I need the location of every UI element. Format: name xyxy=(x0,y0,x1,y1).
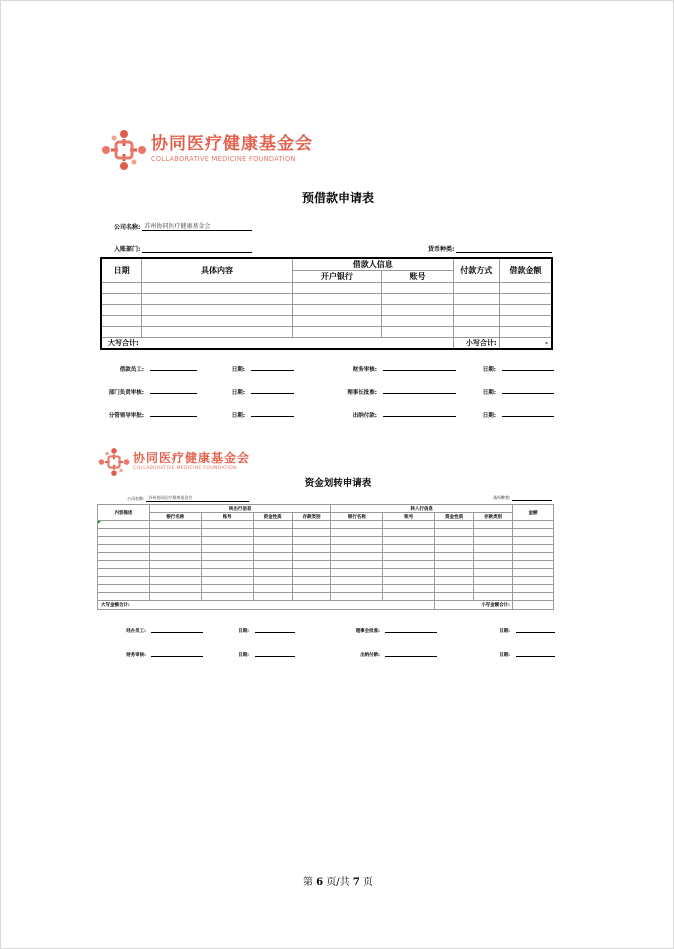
form2-header-in-bank: 转入行信息 xyxy=(331,505,513,513)
form1-currency-field xyxy=(428,244,552,253)
signature-line[interactable] xyxy=(514,628,555,633)
form2-total-upper: 大写金额合计: xyxy=(98,601,435,610)
signature-field: 日期: xyxy=(231,390,245,396)
form1-header-borrower-info: 借款人信息 xyxy=(292,258,453,271)
signature-field: 财务审核: xyxy=(352,367,377,373)
signature-field: 部门负责审核: xyxy=(108,390,144,396)
form1-company-label: 公司名称: xyxy=(114,224,141,231)
signature-line[interactable] xyxy=(500,411,554,417)
signature-line[interactable] xyxy=(514,652,555,657)
form2-company-line[interactable] xyxy=(146,495,249,502)
signature-line[interactable] xyxy=(381,365,456,371)
signature-line[interactable] xyxy=(381,388,456,394)
foundation-logo-icon xyxy=(98,447,130,477)
form2-total-row xyxy=(98,601,554,610)
form1-table xyxy=(100,257,553,350)
form1-title: 预借款申请表 xyxy=(301,191,374,205)
form2-total-lower-value[interactable] xyxy=(513,601,554,610)
form1-total-lower-value[interactable]: - xyxy=(499,338,552,350)
table-row xyxy=(98,545,554,553)
table-row xyxy=(98,569,554,577)
form2-company-field xyxy=(127,495,249,502)
form2-header-out-fund-source: 资金性质 xyxy=(253,513,292,521)
form2-currency-field xyxy=(493,495,552,501)
page-number-footer: 第 6 页/共 7 页 xyxy=(302,877,374,888)
form1-header-amount: 借款金额 xyxy=(499,258,552,283)
signature-field: 出纳付款: xyxy=(360,653,380,658)
table-row xyxy=(101,294,552,305)
signature-line[interactable] xyxy=(249,388,294,394)
signature-field: 日期: xyxy=(482,390,496,396)
table-row xyxy=(101,305,552,316)
table-row xyxy=(101,283,552,294)
form1-dept-label: 入账部门: xyxy=(114,246,141,253)
table-row xyxy=(101,316,552,327)
table-row xyxy=(98,553,554,561)
signature-field: 日期: xyxy=(499,629,510,634)
form2-header-in-bank-name: 银行名称 xyxy=(331,513,383,521)
form2-header-desc: 内容描述 xyxy=(98,505,150,521)
signature-line[interactable] xyxy=(149,628,203,633)
form2-table xyxy=(97,504,554,610)
form1-header-method: 付款方式 xyxy=(453,258,499,283)
signature-line[interactable] xyxy=(253,628,295,633)
form1-currency-line[interactable] xyxy=(456,246,552,253)
form1-company-value: 苏州协同医疗健康基金会 xyxy=(144,223,211,230)
form2-currency-label: 货币种类: xyxy=(493,495,511,500)
signature-line[interactable] xyxy=(253,652,295,657)
form2-header-in-fund-source: 资金性质 xyxy=(435,513,474,521)
total-page-number: 7 xyxy=(352,877,360,888)
signature-field: 日期: xyxy=(231,413,245,419)
signature-field: 日期: xyxy=(238,653,249,658)
foundation-logo xyxy=(101,129,313,171)
form1-header-date: 日期 xyxy=(101,258,142,283)
signature-field: 经办员工: xyxy=(126,629,146,634)
table-row xyxy=(98,585,554,593)
signature-field: 日期: xyxy=(499,653,510,658)
signature-field: 借款员工: xyxy=(119,367,144,373)
signature-field: 日期: xyxy=(231,367,245,373)
signature-line[interactable] xyxy=(249,411,294,417)
signature-field: 出纳付款: xyxy=(352,413,377,419)
signature-line[interactable] xyxy=(149,652,203,657)
signature-line[interactable] xyxy=(148,411,197,417)
form1-header-account: 账号 xyxy=(382,271,454,283)
signature-line[interactable] xyxy=(381,411,456,417)
form1-header-content: 具体内容 xyxy=(142,258,292,283)
form2-header-out-deposit-type: 存款类别 xyxy=(292,513,331,521)
form2-header-in-account: 账号 xyxy=(383,513,435,521)
form2-header-amount: 金额 xyxy=(513,505,554,521)
form1-dept-line[interactable] xyxy=(142,246,252,253)
table-row xyxy=(98,521,554,529)
signature-line[interactable] xyxy=(500,365,554,371)
form1-company-field xyxy=(114,221,252,231)
form2-header-out-bank-name: 银行名称 xyxy=(149,513,201,521)
form1-total-row xyxy=(101,338,552,350)
logo-chinese-text: 协同医疗健康基金会 xyxy=(151,134,313,155)
table-row xyxy=(98,529,554,537)
signature-field: 理事长批准: xyxy=(347,390,377,396)
form1-total-upper: 大写合计: xyxy=(101,338,453,350)
signature-field: 日期: xyxy=(238,629,249,634)
table-row xyxy=(98,537,554,545)
signature-line[interactable] xyxy=(500,388,554,394)
form1-company-line[interactable] xyxy=(142,221,252,231)
signature-line[interactable] xyxy=(148,365,197,371)
logo-chinese-text: 协同医疗健康基金会 xyxy=(133,451,251,466)
form2-company-value: 苏州协同医疗健康基金会 xyxy=(148,495,193,500)
signature-field: 分管领导审批: xyxy=(108,413,144,419)
signature-field: 日期: xyxy=(482,367,496,373)
signature-field: 日期: xyxy=(482,413,496,419)
cell-marker-icon xyxy=(98,521,101,524)
form2-header-in-deposit-type: 存款类别 xyxy=(474,513,513,521)
form1-total-lower-label: 小写合计: xyxy=(453,338,499,350)
form2-total-lower-label: 小写金额合计: xyxy=(435,601,513,610)
form1-currency-label: 货币种类: xyxy=(428,246,455,253)
signature-field: 财务审核: xyxy=(126,653,146,658)
table-row xyxy=(98,577,554,585)
signature-field: 理事会批准: xyxy=(355,629,380,634)
table-row xyxy=(101,327,552,338)
current-page-number: 6 xyxy=(316,877,324,888)
form2-header-out-bank: 转出行信息 xyxy=(149,505,331,513)
logo-english-text: COLLABORATIVE MEDICINE FOUNDATION xyxy=(133,466,237,472)
form2-currency-line[interactable] xyxy=(512,496,552,501)
form1-header-bank: 开户银行 xyxy=(292,271,382,283)
signature-line[interactable] xyxy=(249,365,294,371)
signature-line[interactable] xyxy=(383,628,437,633)
form1-dept-field xyxy=(114,244,252,253)
table-row xyxy=(98,593,554,601)
form2-title: 资金划转申请表 xyxy=(304,478,372,489)
foundation-logo xyxy=(98,447,250,477)
form2-company-label: 公司名称: xyxy=(127,496,145,501)
signature-line[interactable] xyxy=(383,652,437,657)
form2-header-out-account: 账号 xyxy=(201,513,253,521)
foundation-logo-icon xyxy=(101,129,147,171)
table-row xyxy=(98,561,554,569)
signature-line[interactable] xyxy=(148,388,197,394)
logo-english-text: COLLABORATIVE MEDICINE FOUNDATION xyxy=(151,155,296,164)
